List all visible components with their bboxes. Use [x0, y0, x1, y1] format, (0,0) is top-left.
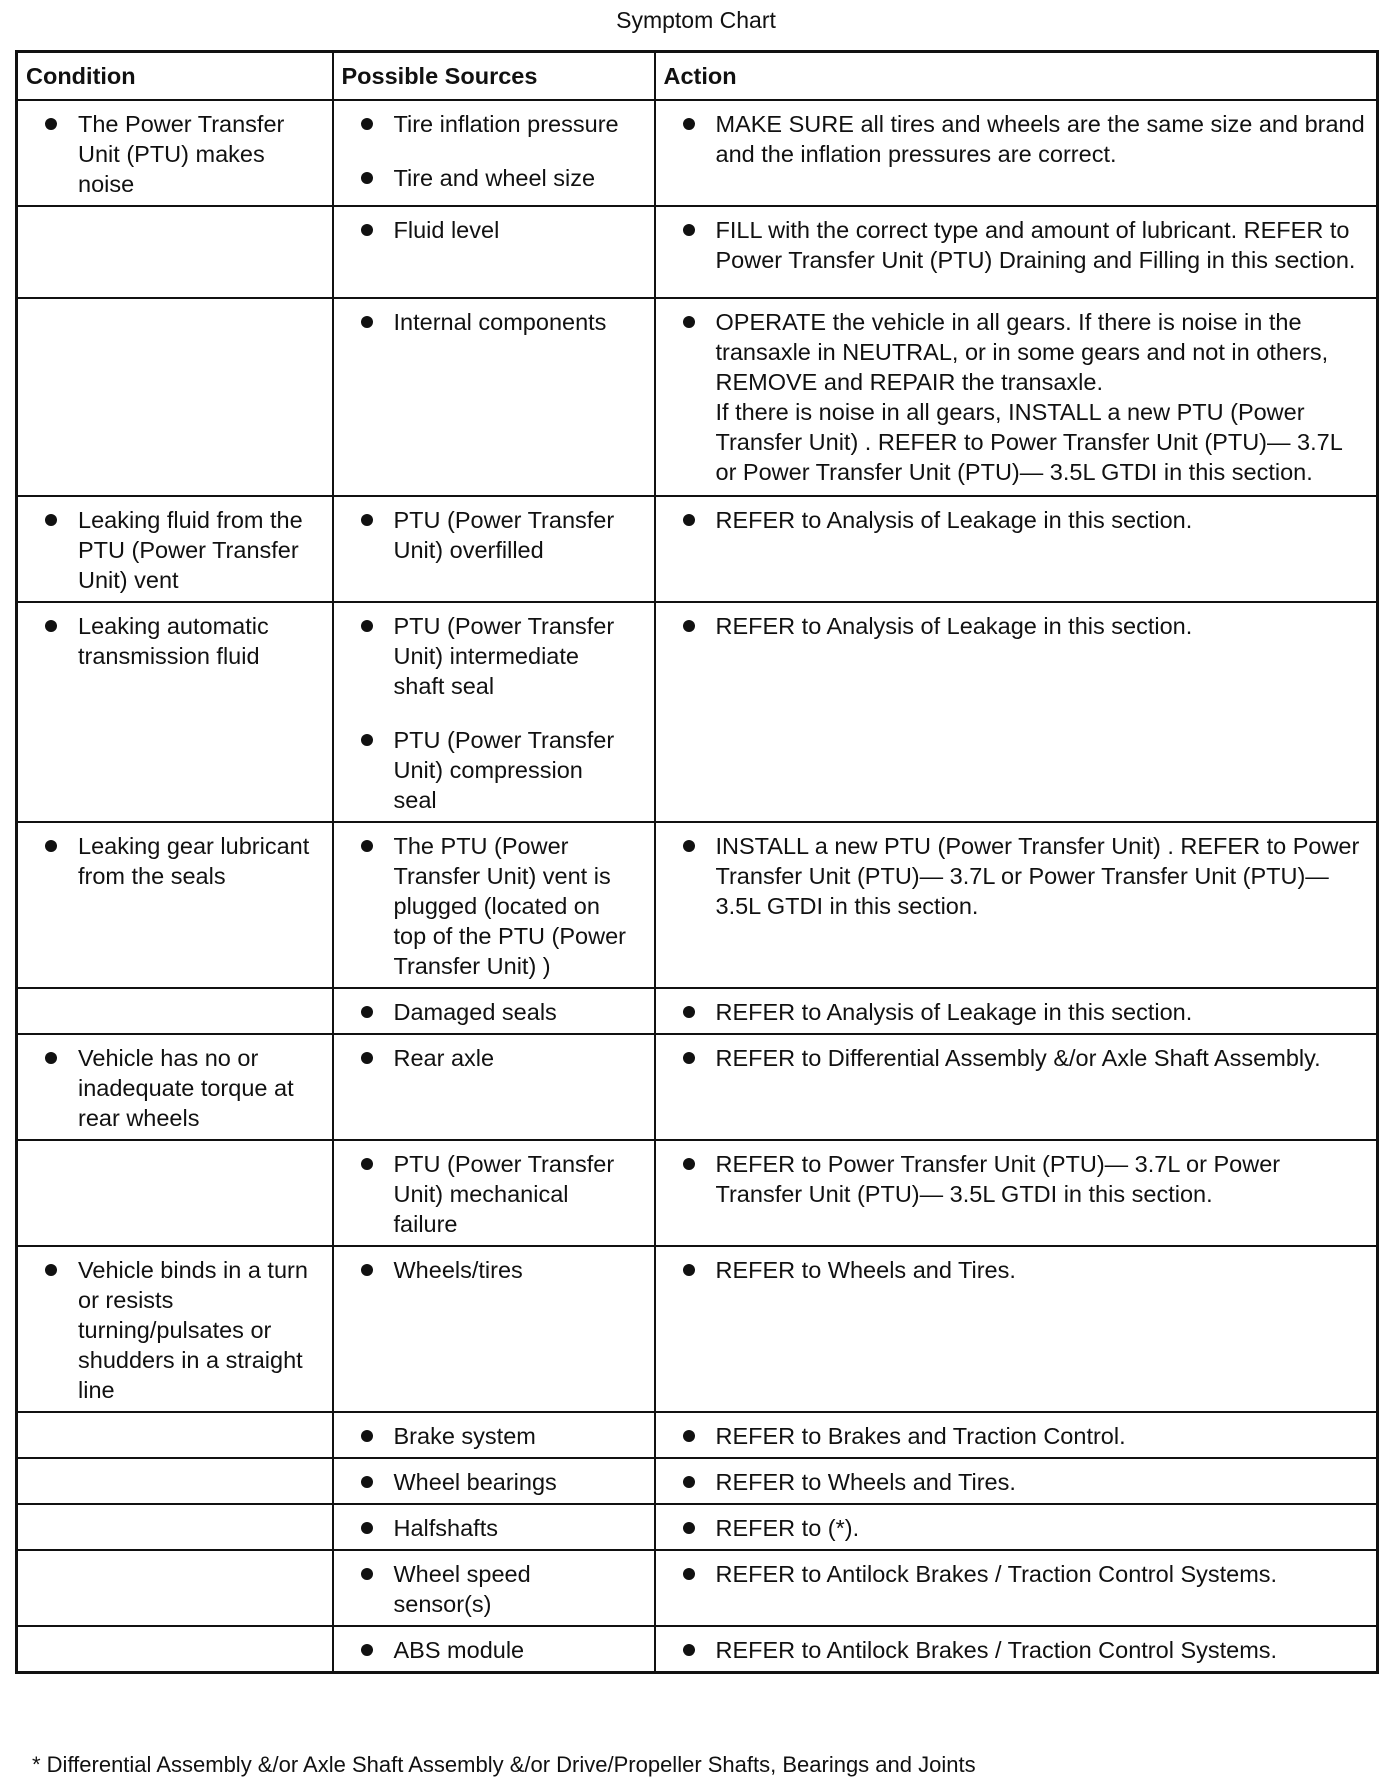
condition-text: The Power Transfer Unit (PTU) makes noise — [26, 109, 324, 199]
condition-cell — [17, 1504, 333, 1550]
action-cell — [655, 1034, 1378, 1140]
condition-cell — [17, 1458, 333, 1504]
table-row — [17, 496, 1378, 602]
possible-sources-cell — [333, 1550, 655, 1626]
condition-text: Vehicle has no or inadequate torque at rear wheels — [26, 1043, 324, 1133]
action-cell — [655, 1504, 1378, 1550]
condition-cell — [17, 1140, 333, 1246]
action-text: REFER to Analysis of Leakage in this section. — [664, 505, 1369, 535]
condition-cell — [17, 100, 333, 206]
source-item: The PTU (Power Transfer Unit) vent is plugged (located on top of the PTU (Power Transfer Unit) ) — [342, 831, 646, 981]
action-cell — [655, 822, 1378, 988]
action-cell — [655, 1458, 1378, 1504]
action-text: REFER to Antilock Brakes / Traction Control Systems. — [664, 1635, 1369, 1665]
source-item: Rear axle — [342, 1043, 646, 1073]
condition-cell — [17, 1412, 333, 1458]
action-cell — [655, 1550, 1378, 1626]
action-text: REFER to Analysis of Leakage in this section. — [664, 611, 1369, 641]
source-item: Halfshafts — [342, 1513, 646, 1543]
condition-text: Vehicle binds in a turn or resists turning/pulsates or shudders in a straight line — [26, 1255, 324, 1405]
possible-sources-cell — [333, 1034, 655, 1140]
table-row — [17, 822, 1378, 988]
action-cell — [655, 1626, 1378, 1673]
table-row — [17, 1626, 1378, 1673]
action-text: OPERATE the vehicle in all gears. If there is noise in the transaxle in NEUTRAL, or in some gears and not in others, REMOVE and REPAIR the transaxle. If there is noise in all gears, INSTALL a new PTU (Power Transfer Unit) . REFER to Power Transfer Unit (PTU)— 3.7L or Power Transfer Unit (PTU)— 3.5L GTDI in this section. — [664, 307, 1369, 487]
possible-sources-cell — [333, 1504, 655, 1550]
action-cell — [655, 1412, 1378, 1458]
possible-sources-cell — [333, 1412, 655, 1458]
action-text: INSTALL a new PTU (Power Transfer Unit) . REFER to Power Transfer Unit (PTU)— 3.7L or Power Transfer Unit (PTU)— 3.5L GTDI in this section. — [664, 831, 1369, 921]
condition-cell — [17, 1626, 333, 1673]
table-row — [17, 1550, 1378, 1626]
action-cell — [655, 206, 1378, 298]
source-item: PTU (Power Transfer Unit) compression seal — [342, 725, 646, 815]
possible-sources-cell — [333, 822, 655, 988]
action-text: REFER to Antilock Brakes / Traction Control Systems. — [664, 1559, 1369, 1589]
table-row — [17, 1246, 1378, 1412]
table-row — [17, 1504, 1378, 1550]
source-item: Brake system — [342, 1421, 646, 1451]
action-text: REFER to (*). — [664, 1513, 1369, 1543]
action-cell — [655, 100, 1378, 206]
table-row — [17, 1412, 1378, 1458]
condition-text: Leaking gear lubricant from the seals — [26, 831, 324, 891]
possible-sources-cell — [333, 1246, 655, 1412]
possible-sources-cell — [333, 206, 655, 298]
possible-sources-cell — [333, 100, 655, 206]
table-row — [17, 988, 1378, 1034]
action-text: FILL with the correct type and amount of lubricant. REFER to Power Transfer Unit (PTU) Draining and Filling in this section. — [664, 215, 1369, 275]
condition-cell — [17, 988, 333, 1034]
condition-cell — [17, 602, 333, 822]
table-row — [17, 602, 1378, 822]
source-item: ABS module — [342, 1635, 646, 1665]
possible-sources-cell — [333, 602, 655, 822]
source-item: Wheels/tires — [342, 1255, 646, 1285]
possible-sources-cell — [333, 298, 655, 496]
action-text: REFER to Analysis of Leakage in this section. — [664, 997, 1369, 1027]
page-title: Symptom Chart — [616, 7, 776, 33]
possible-sources-cell — [333, 1458, 655, 1504]
table-header-row — [17, 52, 1378, 101]
condition-cell — [17, 496, 333, 602]
condition-cell — [17, 298, 333, 496]
header-possible-sources: Possible Sources — [333, 52, 655, 101]
possible-sources-cell — [333, 496, 655, 602]
action-text: REFER to Wheels and Tires. — [664, 1467, 1369, 1497]
table-row — [17, 1140, 1378, 1246]
table-row — [17, 100, 1378, 206]
source-item: Damaged seals — [342, 997, 646, 1027]
condition-cell — [17, 822, 333, 988]
action-cell — [655, 496, 1378, 602]
source-item: Wheel bearings — [342, 1467, 646, 1497]
source-item: Internal components — [342, 307, 646, 337]
action-text: MAKE SURE all tires and wheels are the same size and brand and the inflation pressures are correct. — [664, 109, 1369, 169]
action-cell — [655, 1246, 1378, 1412]
source-item: Fluid level — [342, 215, 646, 245]
header-action: Action — [655, 52, 1378, 101]
condition-cell — [17, 1246, 333, 1412]
table-row — [17, 1458, 1378, 1504]
source-item: Tire and wheel size — [342, 163, 646, 193]
footnote: * Differential Assembly &/or Axle Shaft Assembly &/or Drive/Propeller Shafts, Bearings and Joints — [32, 1752, 976, 1777]
table-row — [17, 206, 1378, 298]
symptom-chart-table — [15, 50, 1379, 1674]
condition-text: Leaking fluid from the PTU (Power Transfer Unit) vent — [26, 505, 324, 595]
source-item: PTU (Power Transfer Unit) intermediate shaft seal — [342, 611, 646, 701]
possible-sources-cell — [333, 988, 655, 1034]
action-cell — [655, 602, 1378, 822]
action-cell — [655, 298, 1378, 496]
condition-cell — [17, 206, 333, 298]
source-item: PTU (Power Transfer Unit) overfilled — [342, 505, 646, 565]
table-body — [17, 100, 1378, 1673]
source-item: Tire inflation pressure — [342, 109, 646, 139]
header-condition: Condition — [17, 52, 333, 101]
condition-text: Leaking automatic transmission fluid — [26, 611, 324, 671]
possible-sources-cell — [333, 1140, 655, 1246]
action-cell — [655, 988, 1378, 1034]
action-text: REFER to Power Transfer Unit (PTU)— 3.7L or Power Transfer Unit (PTU)— 3.5L GTDI in this section. — [664, 1149, 1369, 1209]
source-item: Wheel speed sensor(s) — [342, 1559, 646, 1619]
table-row — [17, 298, 1378, 496]
possible-sources-cell — [333, 1626, 655, 1673]
source-item: PTU (Power Transfer Unit) mechanical failure — [342, 1149, 646, 1239]
condition-cell — [17, 1550, 333, 1626]
action-text: REFER to Differential Assembly &/or Axle Shaft Assembly. — [664, 1043, 1369, 1073]
action-cell — [655, 1140, 1378, 1246]
condition-cell — [17, 1034, 333, 1140]
table-row — [17, 1034, 1378, 1140]
action-text: REFER to Wheels and Tires. — [664, 1255, 1369, 1285]
action-text: REFER to Brakes and Traction Control. — [664, 1421, 1369, 1451]
